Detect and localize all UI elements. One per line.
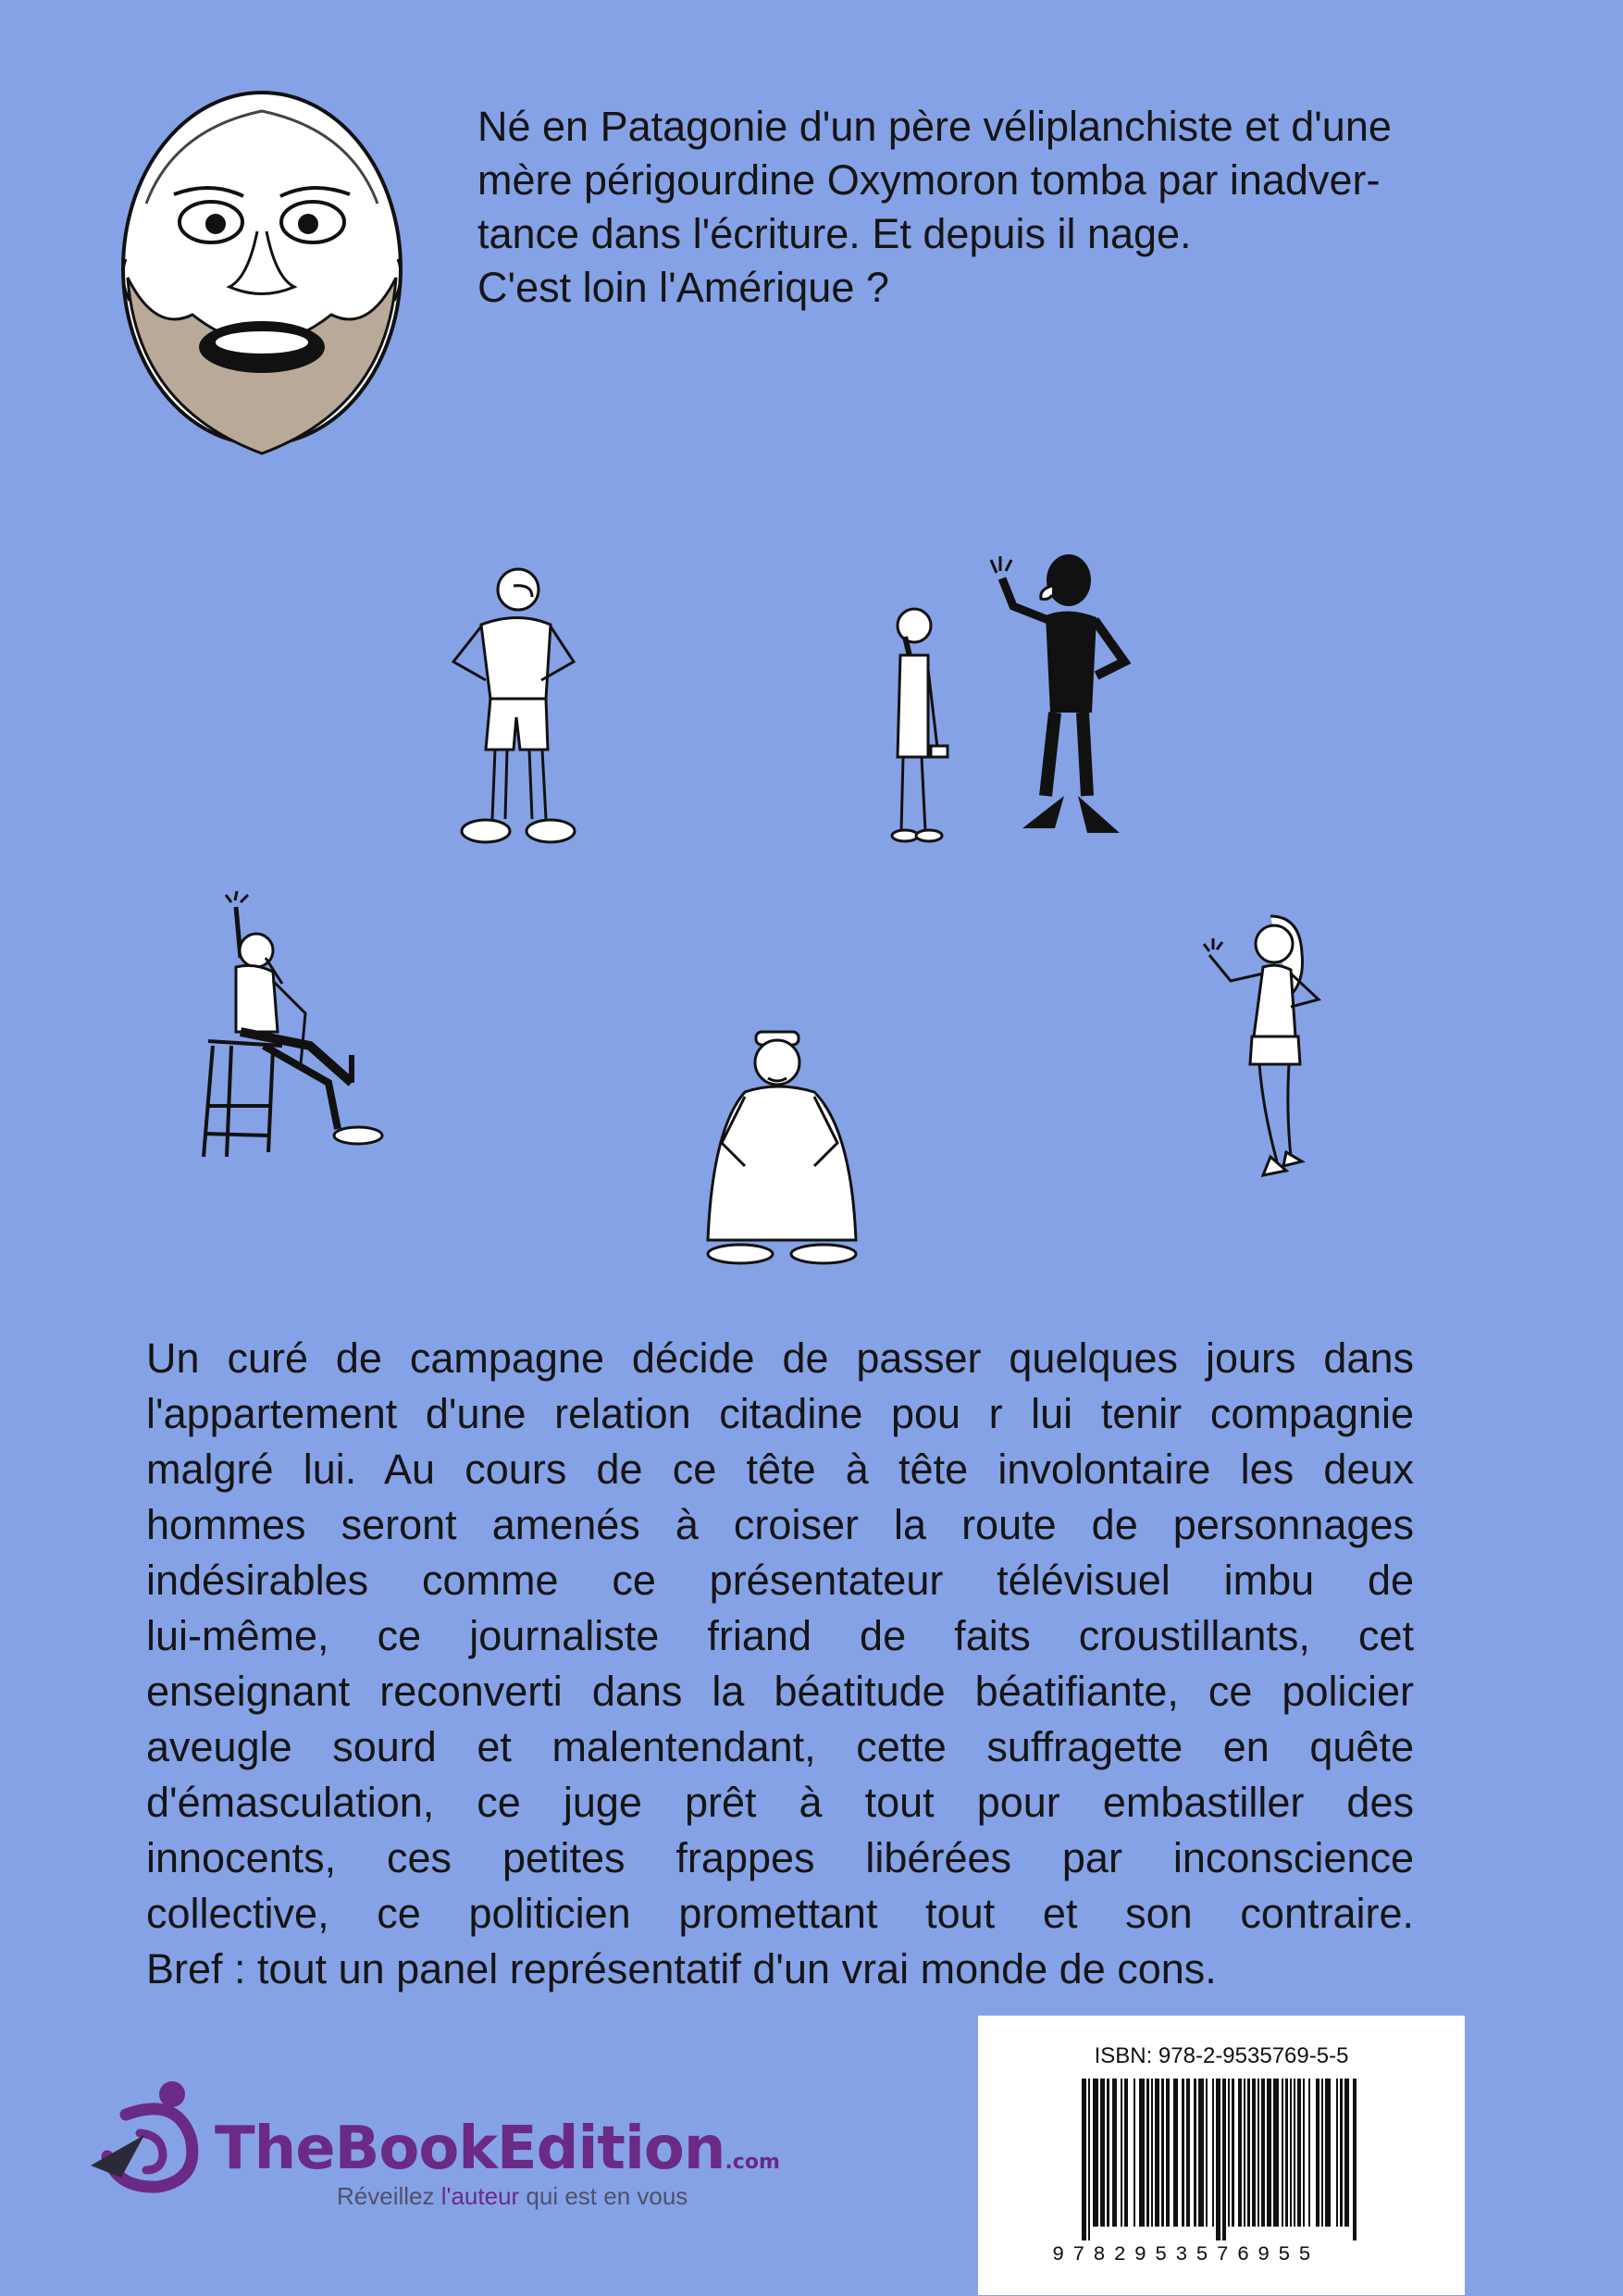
barcode-bar — [1273, 2079, 1279, 2227]
barcode-bar — [1325, 2079, 1331, 2227]
synopsis-line: Un curé de campagne décide de passer quelques jours dans — [146, 1334, 1414, 1382]
barcode-bar — [1216, 2079, 1220, 2240]
barcode-bar — [1088, 2079, 1090, 2240]
author-bio — [477, 100, 1505, 315]
barcode-bar — [1267, 2079, 1271, 2227]
woman-figure — [1198, 907, 1328, 1185]
barcode-bar — [1134, 2079, 1135, 2227]
barcode-bar — [1212, 2079, 1214, 2227]
synopsis-line: aveugle sourd et malentendant, cette suffragette en quête — [146, 1723, 1414, 1770]
barcode-bar — [1308, 2079, 1310, 2227]
barcode-digits: 9782953576955 — [1052, 2243, 1319, 2266]
barcode-bar — [1121, 2079, 1122, 2227]
barcode-bar — [1321, 2079, 1323, 2227]
barcode-bar — [1294, 2079, 1295, 2227]
barcode-bar — [1258, 2079, 1259, 2227]
barcode-bar — [1336, 2079, 1338, 2227]
barcode-bar — [1290, 2079, 1292, 2227]
bearded-man-figure — [877, 600, 960, 845]
publisher-name-part2: Edition — [496, 2115, 725, 2183]
barcode-bar — [1222, 2079, 1226, 2240]
barcode-bar — [1282, 2079, 1283, 2227]
publisher-name — [215, 2115, 780, 2183]
tagline-start: Réveillez — [337, 2182, 441, 2210]
bio-line: mère périgourdine Oxymoron tomba par inadver- — [477, 156, 1381, 204]
barcode-bar — [1238, 2079, 1242, 2227]
synopsis-line: Bref : tout un panel représentatif d'un vrai monde de cons. — [146, 1945, 1217, 1992]
barcode-bar — [1316, 2079, 1319, 2227]
synopsis-line: lui-même, ce journaliste friand de faits croustillants, cet — [146, 1612, 1414, 1659]
barcode-bar — [1100, 2079, 1105, 2227]
barcode-bar — [1198, 2079, 1204, 2227]
publisher-name-part1: TheBook — [215, 2115, 497, 2183]
barcode-bar — [1353, 2079, 1357, 2240]
barcode-bar — [1303, 2079, 1305, 2227]
synopsis-line: innocents, ces petites frappes libérées par inconscience — [146, 1834, 1414, 1881]
isbn-label: ISBN: 978-2-9535769-5-5 — [1094, 2043, 1349, 2068]
barcode-box — [978, 2016, 1465, 2295]
tagline-end: qui est en vous — [519, 2182, 688, 2210]
synopsis-line: indésirables comme ce présentateur télévisuel imbu de — [146, 1557, 1414, 1604]
barcode-bar — [1261, 2079, 1265, 2227]
barcode-bar — [1244, 2079, 1245, 2227]
barcode-bar — [1340, 2079, 1343, 2227]
publisher-domain-suffix: .com — [725, 2151, 780, 2174]
barcode-bar — [1161, 2079, 1164, 2227]
barcode-bar — [1166, 2079, 1170, 2227]
barcode-bar — [1139, 2079, 1145, 2227]
barcode-bar — [1232, 2079, 1234, 2227]
synopsis-line: d'émasculation, ce juge prêt à tout pour embastiller des — [146, 1779, 1414, 1826]
barcode-bar — [1082, 2079, 1086, 2240]
bio-line: tance dans l'écriture. Et depuis il nage. — [477, 210, 1192, 257]
barcode-bar — [1173, 2079, 1178, 2227]
barcode-bar — [1344, 2079, 1349, 2227]
sporty-man-figure — [444, 560, 583, 856]
publisher-logo-icon — [89, 2078, 209, 2193]
barcode-bar — [1182, 2079, 1184, 2227]
barcode-bar — [1206, 2079, 1208, 2227]
synopsis-line: enseignant reconverti dans la béatitude béatifiante, ce policier — [146, 1668, 1414, 1715]
barcode-bar — [1252, 2079, 1256, 2227]
author-caricature — [118, 93, 405, 458]
synopsis-line: l'appartement d'une relation citadine pou r lui tenir compagnie — [146, 1390, 1414, 1437]
synopsis — [146, 1331, 1414, 1997]
barcode-bar — [1228, 2079, 1230, 2227]
barcode-bar — [1151, 2079, 1153, 2227]
diver-figure — [976, 551, 1138, 847]
synopsis-line: malgré lui. Au cours de ce tête à tête involontaire les deux — [146, 1446, 1414, 1493]
barcode-bar — [1285, 2079, 1288, 2227]
barcode-bar — [1186, 2079, 1190, 2227]
barcode-bar — [1124, 2079, 1128, 2227]
man-on-chair-figure — [199, 893, 393, 1161]
synopsis-line: hommes seront amenés à croiser la route de personnages — [146, 1501, 1414, 1548]
barcode-bars — [1082, 2079, 1359, 2240]
barcode-bar — [1155, 2079, 1159, 2227]
bio-line: C'est loin l'Amérique ? — [477, 264, 889, 311]
synopsis-line: collective, ce politicien promettant tout et son contraire. — [146, 1890, 1414, 1937]
barcode-bar — [1112, 2079, 1117, 2227]
barcode-bar — [1194, 2079, 1196, 2227]
priest-figure — [689, 1027, 874, 1268]
barcode-bar — [1146, 2079, 1149, 2227]
tagline-accent: l'auteur — [440, 2182, 520, 2210]
barcode-bar — [1107, 2079, 1109, 2227]
bio-line: Né en Patagonie d'un père véliplanchiste et d'une — [477, 103, 1392, 150]
barcode-bar — [1247, 2079, 1250, 2227]
barcode-bar — [1093, 2079, 1098, 2227]
barcode-bar — [1297, 2079, 1301, 2227]
publisher-tagline — [337, 2182, 688, 2211]
